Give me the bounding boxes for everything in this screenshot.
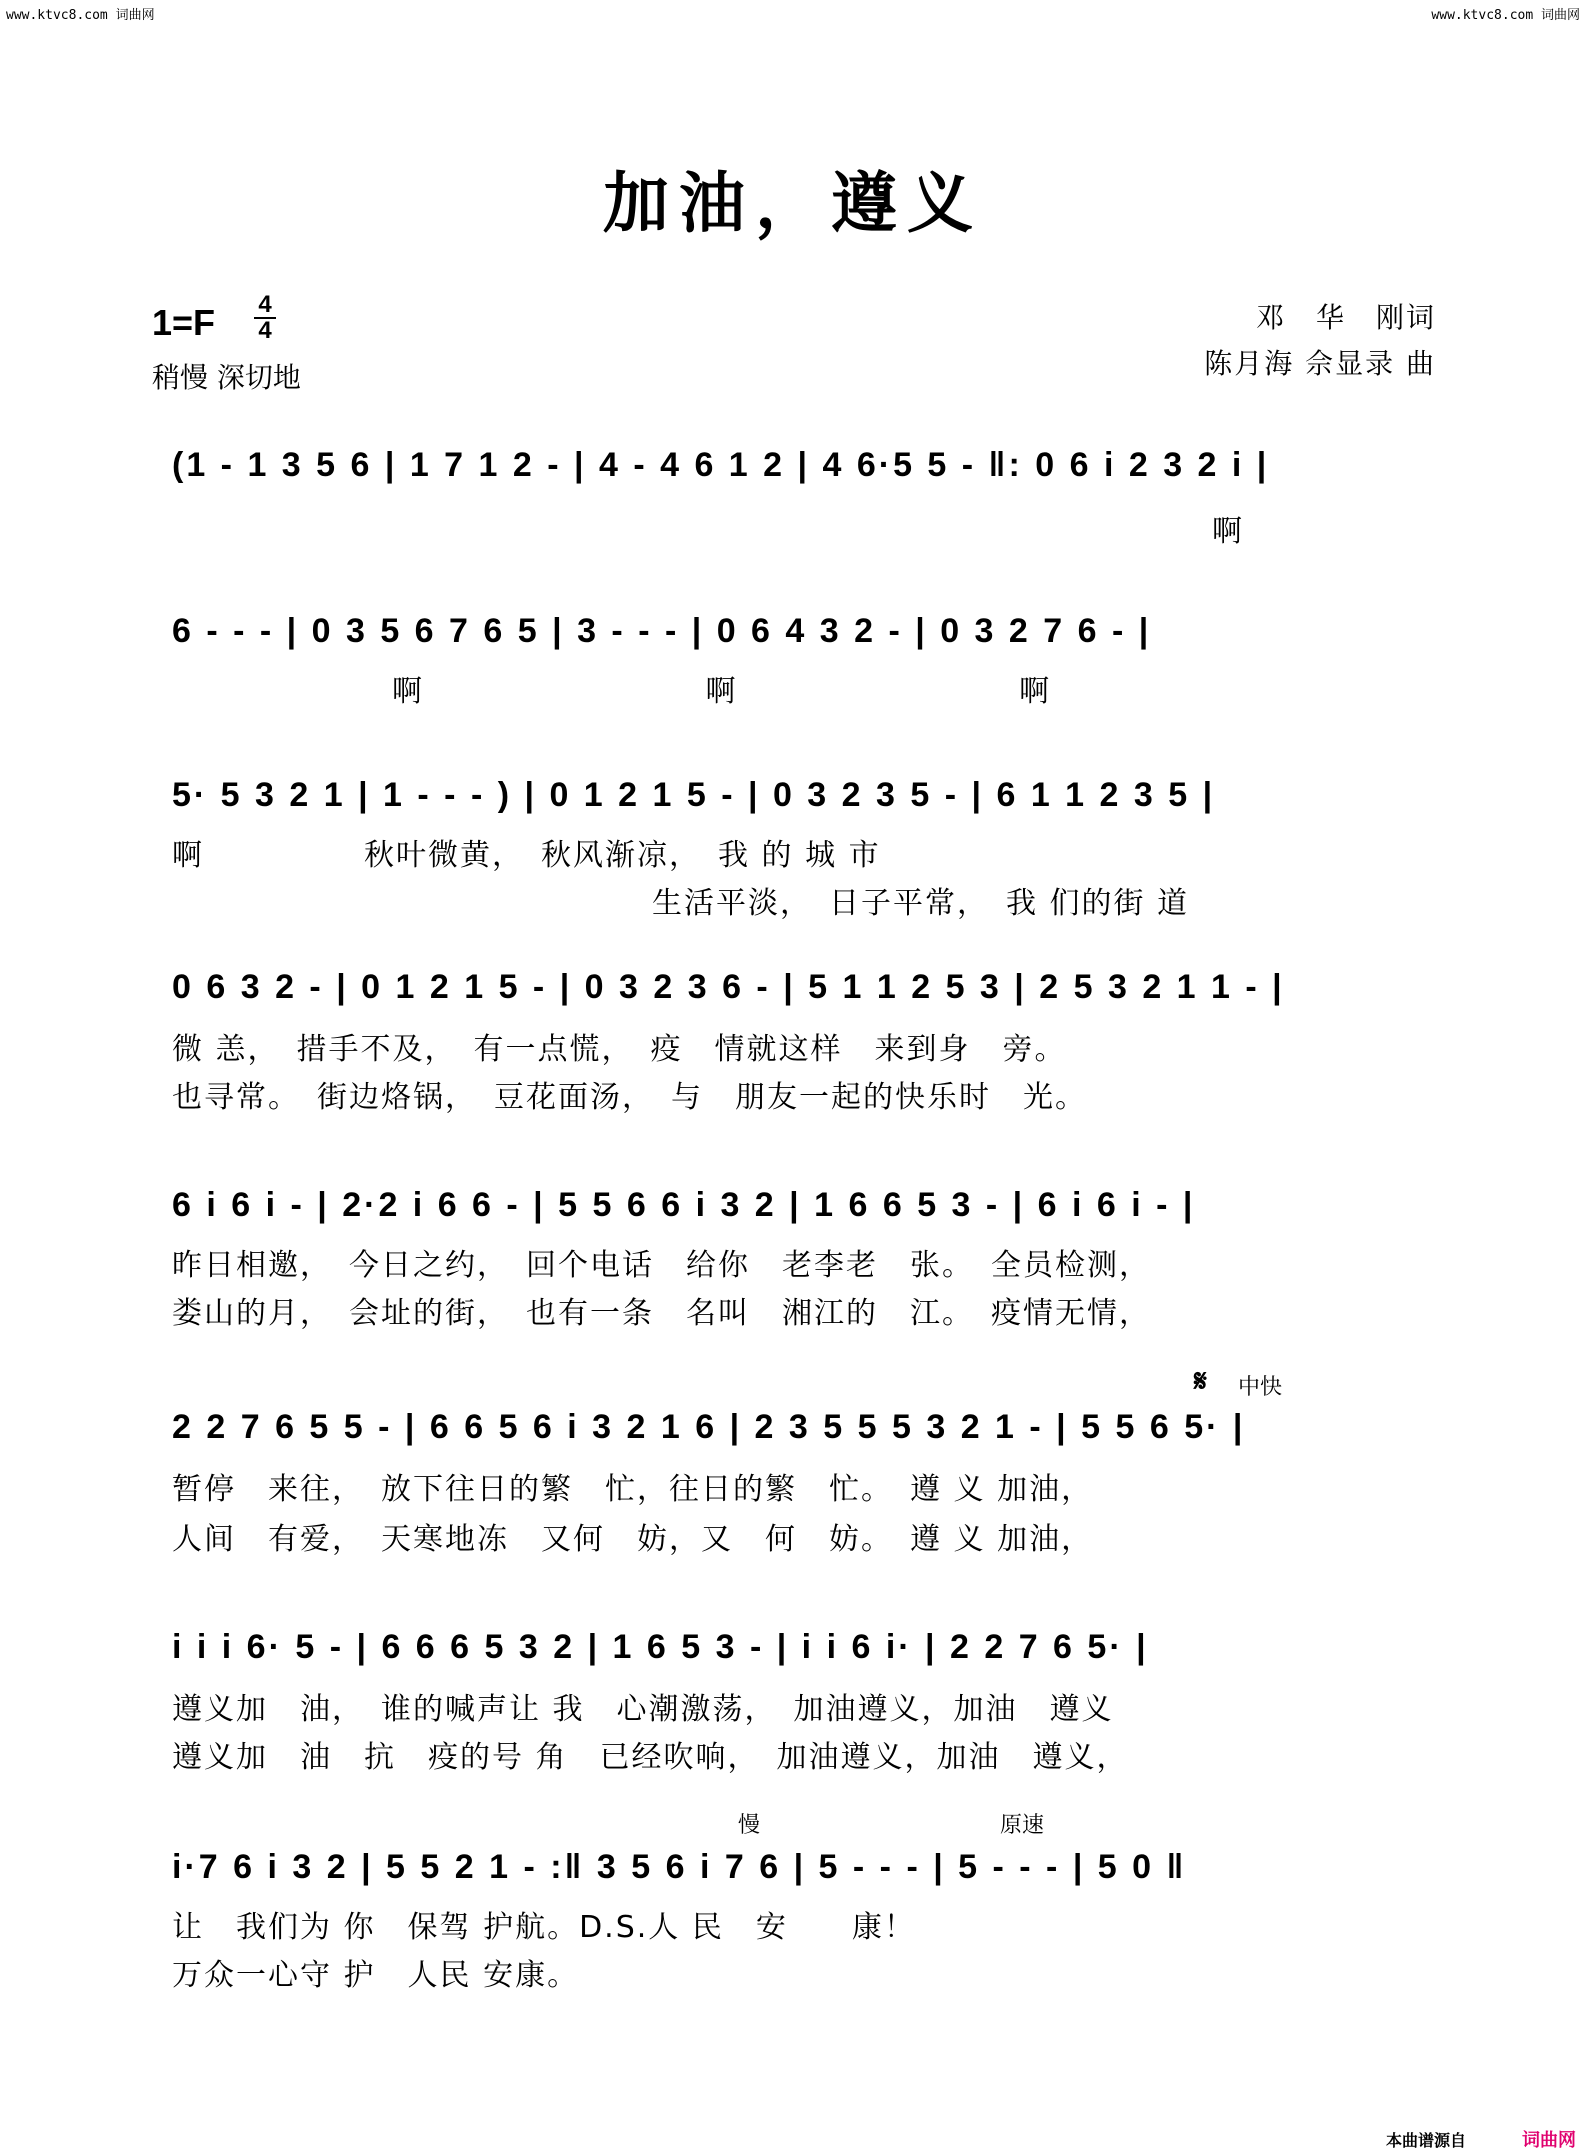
score-system-5 — [172, 1186, 1436, 1346]
lyric-line: 娄山的月， 会址的街， 也有一条 名叫 湘江的 江。 疫情无情， — [172, 1296, 1151, 1331]
score-system-2 — [172, 612, 1436, 772]
meter-top: 4 — [258, 291, 272, 318]
lyric-line: 人间 有爱， 天寒地冻 又何 妨，又 何 妨。 遵 义 加油， — [172, 1522, 1094, 1557]
lyric-line: 啊 啊 啊 — [392, 674, 1052, 709]
lyric-line: 昨日相邀， 今日之约， 回个电话 给你 老李老 张。 全员检测， — [172, 1248, 1151, 1283]
tempo-marking: 稍慢 深切地 — [152, 361, 301, 394]
lyric-line: 暂停 来往， 放下往日的繁 忙，往日的繁 忙。 遵 义 加油， — [172, 1472, 1094, 1507]
notation-line: 6 - - - | 0 3 5 6 7 6 5 | 3 - - - | 0 6 4 3 2 - | 0 3 2 7 6 - | — [172, 612, 1152, 650]
lyric-line: 遵义加 油， 谁的喊声让 我 心潮激荡， 加油遵义，加油 遵义 — [172, 1692, 1114, 1727]
lyric-line: 让 我们为 你 保驾 护航。D.S.人 民 安 康！ — [172, 1910, 916, 1945]
tempo-change-man: 慢 — [738, 1813, 761, 1838]
site-url-left[interactable]: www.ktvc8.com 词曲网 — [6, 8, 155, 23]
score-system-3 — [172, 776, 1436, 936]
tempo-change-yuansu: 原速 — [1000, 1813, 1045, 1838]
lyric-line: 啊 — [1212, 514, 1244, 549]
notation-line: 0 6 3 2 - | 0 1 2 1 5 - | 0 3 2 3 6 - | 5 1 1 2 5 3 | 2 5 3 2 1 1 - | — [172, 968, 1285, 1006]
tempo-change-zhongkuai: 中快 — [1238, 1375, 1283, 1400]
notation-line: 2 2 7 6 5 5 - | 6 6 5 6 i 3 2 1 6 | 2 3 5 5 5 3 2 1 - | 5 5 6 5· | — [172, 1408, 1246, 1446]
lyric-line: 啊 秋叶微黄， 秋风渐凉， 我 的 城 市 — [172, 838, 881, 873]
notation-line: 6 i 6 i - | 2·2 i 6 6 - | 5 5 6 6 i 3 2 | 1 6 6 5 3 - | 6 i 6 i - | — [172, 1186, 1196, 1224]
notation-line: i i i 6· 5 - | 6 6 6 5 3 2 | 1 6 5 3 - | i i 6 i· | 2 2 7 6 5· | — [172, 1628, 1149, 1666]
lyric-line: 也寻常。 街边烙锅， 豆花面汤， 与 朋友一起的快乐时 光。 — [172, 1080, 1087, 1115]
time-signature — [254, 291, 276, 344]
footer-brand-logo[interactable]: 词曲网 — [1522, 2130, 1576, 2151]
site-url-right[interactable]: www.ktvc8.com 词曲网 — [1431, 8, 1580, 23]
score-system-6 — [172, 1408, 1436, 1568]
score-system-4 — [172, 968, 1436, 1128]
song-title: 加油，遵义 — [603, 164, 983, 242]
notation-line: (1 - 1 3 5 6 | 1 7 1 2 - | 4 - 4 6 1 2 | 4 6·5 5 - ‖: 0 6 i 2 3 2 i | — [172, 446, 1270, 484]
lyric-line: 微 恙， 措手不及， 有一点慌， 疫 情就这样 来到身 旁。 — [172, 1032, 1067, 1067]
lyric-line: 万众一心守 护 人民 安康。 — [172, 1958, 580, 1993]
notation-line: i·7 6 i 3 2 | 5 5 2 1 - :‖ 3 5 6 i 7 6 | 5 - - - | 5 - - - | 5 0 ‖ — [172, 1848, 1187, 1886]
score-system-1 — [172, 446, 1436, 606]
lyric-line: 生活平淡， 日子平常， 我 们的街 道 — [652, 886, 1190, 921]
meter-bottom: 4 — [258, 317, 272, 344]
lyricist-credit: 邓 华 刚词 — [1255, 301, 1436, 334]
composer-credit: 陈月海 佘显录 曲 — [1204, 347, 1436, 380]
score-system-8 — [172, 1848, 1436, 2008]
footer-source-text: 本曲谱源自 — [1385, 2131, 1466, 2150]
score-system-7 — [172, 1628, 1436, 1788]
key-signature: 1=F — [152, 302, 216, 343]
segno-sign: 𝄋 — [1194, 1364, 1207, 1399]
notation-line: 5· 5 3 2 1 | 1 - - - ) | 0 1 2 1 5 - | 0 3 2 3 5 - | 6 1 1 2 3 5 | — [172, 776, 1216, 814]
lyric-line: 遵义加 油 抗 疫的号 角 已经吹响， 加油遵义，加油 遵义， — [172, 1740, 1129, 1775]
